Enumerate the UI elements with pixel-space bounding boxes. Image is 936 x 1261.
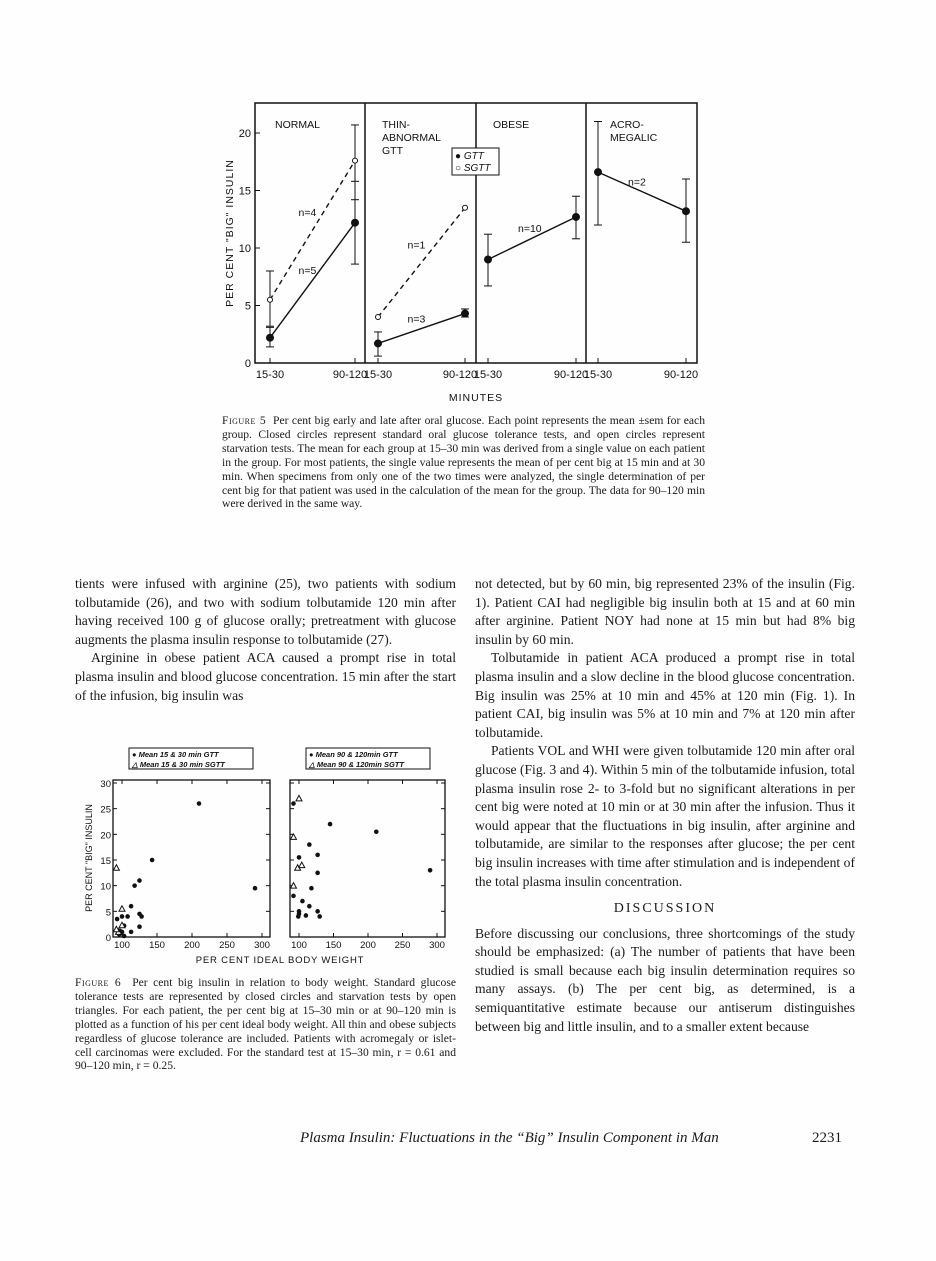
y-tick-label: 10: [100, 881, 111, 893]
data-point: [129, 904, 134, 909]
y-tick-label: 10: [238, 243, 251, 255]
plot-frame: [113, 780, 270, 937]
data-point: [253, 886, 258, 891]
x-tick-label: 90-120: [442, 369, 478, 381]
y-tick-label: 20: [100, 830, 111, 842]
series-line: [270, 223, 355, 338]
data-point: [125, 914, 130, 919]
x-axis-label: PER CENT IDEAL BODY WEIGHT: [195, 955, 365, 966]
panel-title: THIN-: [382, 119, 410, 131]
x-tick-label: 150: [149, 940, 165, 951]
legend-entry: ○ SGTT: [455, 163, 491, 174]
data-point: [485, 256, 492, 263]
caption-label: Figure 6: [75, 976, 122, 989]
data-point: [315, 909, 320, 914]
section-heading: DISCUSSION: [613, 901, 717, 917]
figure-5-chart: [0, 0, 936, 410]
x-tick-label: 150: [325, 940, 342, 951]
data-point: [463, 205, 468, 210]
data-point: [376, 315, 381, 320]
y-axis-label: PER CENT "BIG" INSULIN: [84, 804, 94, 912]
panel-title: ACRO-: [610, 119, 644, 131]
x-tick-label: 90-120: [332, 369, 368, 381]
n-label: n=1: [407, 239, 426, 252]
caption-text: Per cent big early and late after oral glucose. Each point represents the mean ±sem for each group. Closed circles represent standard oral glucose tolerance tests, and open circles represent starvation tests. The mean for each group at 15–30 min was derived from a single value on each patient in the group. For most patients, the single value represents the mean of per cent big at 15 min and at 30 min. When specimens from only one of the two times were analyzed, the single determination of per cent big for that patient was used in the calculation of the mean for the group. The data for 90–120 min were derived in the same way.: [222, 414, 706, 511]
data-point: [374, 829, 379, 834]
data-point: [291, 894, 296, 899]
legend-entry: ● Mean 90 & 120min GTT: [309, 750, 398, 759]
paragraph: tients were infused with arginine (25), two patients with sodium tolbutamide (26), and two with sodium tolbutamide 120 min after having received 100 g of glucose orally; pretreatment with glucose augments the plasma insulin response to tolbutamide (27).: [75, 576, 456, 647]
data-point: [300, 899, 305, 904]
data-point: [375, 340, 382, 347]
x-tick-label: 15-30: [255, 369, 285, 381]
figure-6-chart: [0, 740, 470, 972]
data-point: [573, 213, 580, 220]
x-tick-label: 250: [394, 940, 411, 951]
y-tick-label: 0: [105, 933, 111, 944]
data-point: [267, 334, 274, 341]
data-point: [595, 169, 602, 176]
n-label: n=3: [407, 313, 426, 326]
data-point: [299, 862, 305, 868]
panel-title: NORMAL: [275, 119, 320, 131]
figure-5-caption: [222, 414, 705, 511]
data-point: [462, 310, 469, 317]
data-point: [328, 822, 333, 827]
plot-frame: [290, 780, 445, 937]
panel-title: MEGALIC: [610, 132, 658, 144]
data-point: [296, 795, 302, 801]
data-point: [268, 297, 273, 302]
data-point: [139, 914, 144, 919]
y-tick-label: 20: [238, 128, 251, 140]
caption-label: Figure 5: [222, 414, 267, 427]
n-label: n=2: [628, 176, 646, 189]
data-point: [352, 219, 359, 226]
x-tick-label: 15-30: [363, 369, 393, 381]
x-tick-label: 200: [184, 940, 200, 951]
page-number: 2231: [812, 1130, 842, 1146]
data-point: [129, 930, 134, 935]
panel-title: GTT: [382, 145, 403, 157]
data-point: [683, 208, 690, 215]
running-title: Plasma Insulin: Fluctuations in the “Big” Insulin Component in Man: [300, 1130, 719, 1146]
x-tick-label: 15-30: [583, 369, 613, 381]
data-point: [307, 842, 312, 847]
y-axis-label: PER CENT "BIG" INSULIN: [224, 159, 236, 307]
x-tick-label: 90-120: [553, 369, 589, 381]
paragraph: Arginine in obese patient ACA caused a prompt rise in total plasma insulin and blood glucose concentration. 15 min after the start of the infusion, big insulin was: [75, 650, 456, 703]
data-point: [120, 914, 125, 919]
n-label: n=5: [298, 265, 317, 278]
y-tick-label: 15: [238, 185, 251, 198]
x-tick-label: 200: [360, 940, 376, 951]
y-tick-label: 5: [105, 907, 111, 919]
data-point: [315, 871, 320, 876]
data-point: [304, 913, 309, 918]
data-point: [197, 801, 202, 806]
data-point: [119, 906, 125, 912]
data-point: [428, 868, 433, 873]
data-point: [307, 904, 312, 909]
series-line: [270, 161, 355, 300]
panel-title: OBESE: [493, 119, 530, 131]
legend-entry: ● Mean 15 & 30 min GTT: [132, 750, 219, 759]
data-point: [137, 878, 142, 883]
left-column: [75, 575, 456, 705]
legend-entry: △ Mean 90 & 120min SGTT: [309, 760, 404, 769]
n-label: n=10: [518, 223, 542, 236]
data-point: [132, 883, 137, 888]
legend-entry: △ Mean 15 & 30 min SGTT: [132, 760, 225, 769]
data-point: [315, 853, 320, 858]
y-tick-label: 30: [100, 779, 111, 790]
caption-text: Per cent big insulin in relation to body weight. Standard glucose tolerance tests are represented by closed circles and starvation tests by open triangles. For each patient, the per cent big at 15–30 min or at 90–120 min is plotted as a function of his per cent ideal body weight. All thin and obese subjects regardless of glucose tolerance are included. Patients with acromegaly or islet-cell carcinomas were excluded. For the standard test at 15–30 min, r = 0.61 and 90–120 min, r = 0.25.: [75, 976, 457, 1073]
y-tick-label: 5: [244, 300, 251, 313]
data-point: [296, 914, 301, 919]
x-tick-label: 300: [254, 940, 270, 951]
x-axis-label: MINUTES: [448, 392, 504, 404]
data-point: [297, 855, 302, 860]
data-point: [317, 914, 322, 919]
paragraph: not detected, but by 60 min, big represented 23% of the insulin (Fig. 1). Patient CAI had negligible big insulin both at 15 and at 60 min after arginine. Patient NOY had none at 15 min but had 8% big insulin by 60 min.: [475, 576, 855, 647]
panel-title: ABNORMAL: [382, 132, 441, 144]
paragraph: Patients VOL and WHI were given tolbutamide 120 min after oral glucose (Fig. 3 and 4). Within 5 min of the tolbutamide infusion, total plasma insulin rose 2- to 3-fold but no significant alterations in per cent big were noted at 10 min or at 30 min after the infusion. Thus it would appear that the fluctuations in big insulin, after arginine and tolbutamide, are similar to the responses after glucose; the per cent big insulin increases with time after stimulation and is independent of the total plasma insulin concentration.: [475, 743, 855, 889]
data-point: [150, 858, 155, 863]
y-tick-label: 25: [100, 804, 111, 816]
x-tick-label: 100: [291, 940, 307, 951]
x-tick-label: 300: [429, 940, 445, 951]
x-tick-label: 90-120: [663, 369, 699, 381]
x-tick-label: 15-30: [473, 369, 503, 381]
y-tick-label: 0: [244, 358, 251, 370]
series-line: [378, 208, 465, 317]
y-tick-label: 15: [100, 856, 111, 867]
paragraph: Tolbutamide in patient ACA produced a prompt rise in total plasma insulin and a slow decline in the blood glucose concentration. Big insulin was 25% at 10 min and 45% at 120 min (Fig. 1). In patient CAI, big insulin was 5% at 10 min and 7% at 120 min after tolbutamide.: [475, 650, 855, 740]
x-tick-label: 250: [219, 940, 235, 951]
data-point: [353, 158, 358, 163]
right-column: [475, 575, 855, 1036]
data-point: [122, 934, 127, 939]
n-label: n=4: [298, 207, 317, 220]
x-tick-label: 100: [114, 940, 130, 951]
data-point: [309, 886, 314, 891]
data-point: [291, 801, 296, 806]
data-point: [115, 917, 120, 922]
legend-entry: ● GTT: [455, 151, 484, 162]
data-point: [113, 865, 119, 871]
paragraph: Before discussing our conclusions, three shortcomings of the study should be emphasized: (a) The number of patients that have been studied is small because each big insulin determination requires so many assays. (b) The per cent big, as determined, is a semiquantitative estimate because our antiserum distinguishes between big and little insulin, and to a smaller extent because: [475, 925, 855, 1034]
data-point: [137, 924, 142, 929]
figure-6-caption: [75, 976, 456, 1073]
